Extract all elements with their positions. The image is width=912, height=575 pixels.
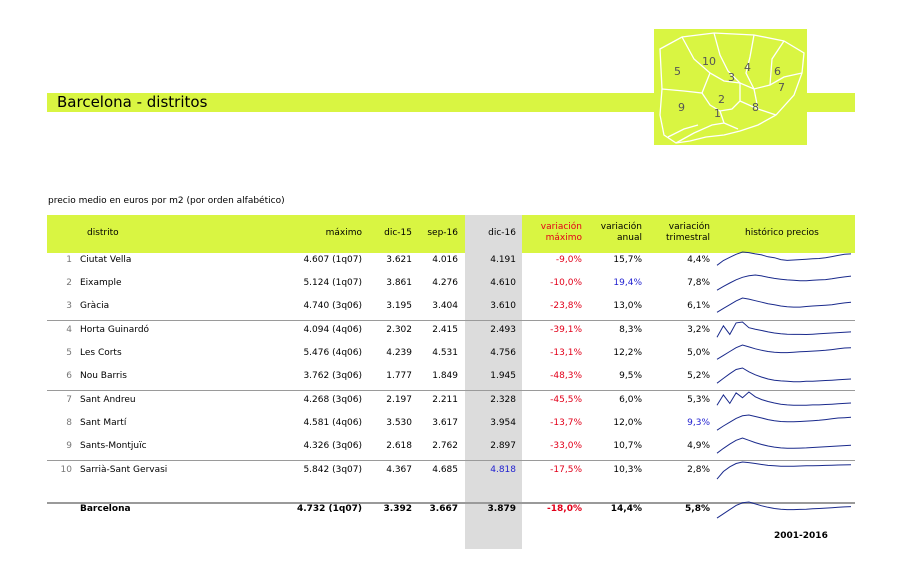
max-value: 5.124 (1q07) bbox=[303, 278, 362, 288]
row-number: 4 bbox=[66, 325, 72, 335]
map-label: 9 bbox=[678, 101, 685, 114]
dic16-value: 2.897 bbox=[490, 441, 516, 451]
total-sep16: 3.667 bbox=[429, 504, 458, 514]
var-anual-value: 9,5% bbox=[619, 371, 642, 381]
dic15-value: 2.618 bbox=[386, 441, 412, 451]
var-trim-value: 4,4% bbox=[687, 255, 710, 265]
district-name: Horta Guinardó bbox=[80, 325, 150, 335]
map-border bbox=[662, 73, 710, 93]
dic15-value: 3.530 bbox=[386, 418, 412, 428]
dic16-value: 4.756 bbox=[490, 348, 516, 358]
table-subtitle: precio medio en euros por m2 (por orden alfabético) bbox=[48, 196, 285, 206]
total-max: 4.732 (1q07) bbox=[296, 504, 362, 514]
header-var-anual-2: anual bbox=[617, 233, 642, 243]
var-trim-value: 5,3% bbox=[687, 395, 710, 405]
sep16-value: 1.849 bbox=[432, 371, 458, 381]
var-anual-value: 15,7% bbox=[613, 255, 642, 265]
var-trim-value: 3,2% bbox=[687, 325, 710, 335]
var-max-value: -23,8% bbox=[550, 301, 582, 311]
max-value: 5.476 (4q06) bbox=[303, 348, 362, 358]
var-max-value: -13,7% bbox=[550, 418, 582, 428]
max-value: 4.326 (3q06) bbox=[303, 441, 362, 451]
dic15-value: 4.367 bbox=[386, 465, 412, 475]
var-trim-value: 5,2% bbox=[687, 371, 710, 381]
row-number: 2 bbox=[66, 278, 72, 288]
total-name: Barcelona bbox=[80, 504, 131, 514]
total-var-trim: 5,8% bbox=[685, 504, 710, 514]
map-border bbox=[720, 111, 738, 129]
total-var-anual: 14,4% bbox=[610, 504, 642, 514]
sparkline-series bbox=[717, 462, 851, 479]
var-anual-value: 12,2% bbox=[613, 348, 642, 358]
var-max-value: -39,1% bbox=[550, 325, 582, 335]
max-value: 4.094 (4q06) bbox=[303, 325, 362, 335]
map-label: 4 bbox=[744, 61, 751, 74]
map-label: 3 bbox=[728, 71, 735, 84]
sparkline-series bbox=[717, 298, 851, 312]
sparkline-series bbox=[717, 438, 851, 453]
dic16-value: 4.818 bbox=[490, 465, 516, 475]
var-trim-value: 7,8% bbox=[687, 278, 710, 288]
var-trim-value: 6,1% bbox=[687, 301, 710, 311]
sparkline bbox=[717, 438, 851, 457]
period-label: 2001-2016 bbox=[774, 531, 828, 541]
var-anual-value: 19,4% bbox=[613, 278, 642, 288]
var-max-value: -9,0% bbox=[555, 255, 582, 265]
var-trim-value: 9,3% bbox=[687, 418, 710, 428]
sparkline-series bbox=[717, 322, 851, 337]
dic15-value: 2.197 bbox=[386, 395, 412, 405]
sep16-value: 4.531 bbox=[432, 348, 458, 358]
sparkline bbox=[717, 345, 851, 364]
var-trim-value: 4,9% bbox=[687, 441, 710, 451]
total-dic16: 3.879 bbox=[487, 504, 516, 514]
row-number: 7 bbox=[66, 395, 72, 405]
dic16-value: 4.610 bbox=[490, 278, 516, 288]
sparkline-series bbox=[717, 252, 851, 265]
dic15-value: 3.621 bbox=[386, 255, 412, 265]
district-name: Ciutat Vella bbox=[80, 255, 132, 265]
row-number: 8 bbox=[66, 418, 72, 428]
sparkline-series bbox=[717, 502, 851, 518]
sep16-value: 2.762 bbox=[432, 441, 458, 451]
header-dic16: dic-16 bbox=[488, 228, 516, 238]
map-border bbox=[714, 33, 740, 83]
map-border bbox=[668, 125, 698, 137]
var-max-value: -33,0% bbox=[550, 441, 582, 451]
sparkline-series bbox=[717, 345, 851, 359]
var-anual-value: 10,7% bbox=[613, 441, 642, 451]
dic16-value: 1.945 bbox=[490, 371, 516, 381]
map-label: 8 bbox=[752, 101, 759, 114]
map-border bbox=[676, 123, 724, 143]
map-label: 5 bbox=[674, 65, 681, 78]
header-dic15: dic-15 bbox=[384, 228, 412, 238]
row-number: 5 bbox=[66, 348, 72, 358]
sparkline bbox=[717, 298, 851, 317]
var-trim-value: 5,0% bbox=[687, 348, 710, 358]
max-value: 5.842 (3q07) bbox=[303, 465, 362, 475]
sep16-value: 2.415 bbox=[432, 325, 458, 335]
district-map-drawing bbox=[654, 29, 807, 145]
max-value: 4.581 (4q06) bbox=[303, 418, 362, 428]
var-max-value: -10,0% bbox=[550, 278, 582, 288]
district-name: Eixample bbox=[80, 278, 122, 288]
dic15-value: 2.302 bbox=[386, 325, 412, 335]
sep16-value: 4.276 bbox=[432, 278, 458, 288]
sep16-value: 4.685 bbox=[432, 465, 458, 475]
district-name: Sarrià-Sant Gervasi bbox=[80, 465, 168, 475]
header-var-max-1: variación bbox=[540, 222, 582, 232]
header-maximo: máximo bbox=[325, 228, 362, 238]
dic15-value: 3.195 bbox=[386, 301, 412, 311]
district-name: Nou Barris bbox=[80, 371, 127, 381]
var-max-value: -17,5% bbox=[550, 465, 582, 475]
sparkline-series bbox=[717, 275, 851, 290]
sep16-value: 3.404 bbox=[432, 301, 458, 311]
dic16-value: 2.328 bbox=[490, 395, 516, 405]
max-value: 4.740 (3q06) bbox=[303, 301, 362, 311]
dic16-value: 4.191 bbox=[490, 255, 516, 265]
dic15-value: 1.777 bbox=[386, 371, 412, 381]
map-label: 7 bbox=[778, 81, 785, 94]
var-max-value: -13,1% bbox=[550, 348, 582, 358]
var-anual-value: 12,0% bbox=[613, 418, 642, 428]
sparkline bbox=[717, 322, 851, 341]
max-value: 4.268 (3q06) bbox=[303, 395, 362, 405]
map-label: 1 bbox=[714, 107, 721, 120]
sep16-value: 2.211 bbox=[432, 395, 458, 405]
var-max-value: -48,3% bbox=[550, 371, 582, 381]
district-name: Sant Martí bbox=[80, 418, 127, 428]
district-map bbox=[654, 29, 807, 145]
header-var-max-2: máximo bbox=[545, 233, 582, 243]
var-max-value: -45,5% bbox=[550, 395, 582, 405]
map-label: 6 bbox=[774, 65, 781, 78]
row-number: 10 bbox=[60, 465, 72, 475]
var-trim-value: 2,8% bbox=[687, 465, 710, 475]
var-anual-value: 6,0% bbox=[619, 395, 642, 405]
district-name: Sants-Montjuïc bbox=[80, 441, 147, 451]
district-name: Sant Andreu bbox=[80, 395, 136, 405]
total-var-max: -18,0% bbox=[547, 504, 582, 514]
district-name: Les Corts bbox=[80, 348, 122, 358]
sparkline-series bbox=[717, 415, 851, 430]
header-var-trim-1: variación bbox=[668, 222, 710, 232]
sparkline bbox=[717, 275, 851, 294]
var-anual-value: 8,3% bbox=[619, 325, 642, 335]
header-distrito: distrito bbox=[87, 228, 119, 238]
row-number: 6 bbox=[66, 371, 72, 381]
max-value: 4.607 (1q07) bbox=[303, 255, 362, 265]
sparkline bbox=[717, 462, 851, 481]
sparkline bbox=[717, 502, 851, 521]
sparkline bbox=[717, 252, 851, 271]
row-number: 3 bbox=[66, 301, 72, 311]
max-value: 3.762 (3q06) bbox=[303, 371, 362, 381]
sep16-value: 3.617 bbox=[432, 418, 458, 428]
sparkline-series bbox=[717, 368, 851, 383]
var-anual-value: 13,0% bbox=[613, 301, 642, 311]
map-label: 10 bbox=[702, 55, 716, 68]
row-number: 9 bbox=[66, 441, 72, 451]
dic15-value: 4.239 bbox=[386, 348, 412, 358]
dic16-value: 3.610 bbox=[490, 301, 516, 311]
map-label: 2 bbox=[718, 93, 725, 106]
dic16-value: 3.954 bbox=[490, 418, 516, 428]
row-number: 1 bbox=[66, 255, 72, 265]
var-anual-value: 10,3% bbox=[613, 465, 642, 475]
dic16-value: 2.493 bbox=[490, 325, 516, 335]
dic15-value: 3.861 bbox=[386, 278, 412, 288]
header-historico: histórico precios bbox=[745, 228, 819, 238]
sep16-value: 4.016 bbox=[432, 255, 458, 265]
page-title: Barcelona - distritos bbox=[57, 93, 208, 111]
header-var-anual-1: variación bbox=[600, 222, 642, 232]
sparkline bbox=[717, 392, 851, 411]
total-dic15: 3.392 bbox=[383, 504, 412, 514]
header-var-trim-2: trimestral bbox=[666, 233, 710, 243]
sparkline bbox=[717, 368, 851, 387]
header-sep16: sep-16 bbox=[427, 228, 458, 238]
sparkline-series bbox=[717, 392, 851, 405]
sparkline bbox=[717, 415, 851, 434]
district-name: Gràcia bbox=[80, 301, 110, 311]
